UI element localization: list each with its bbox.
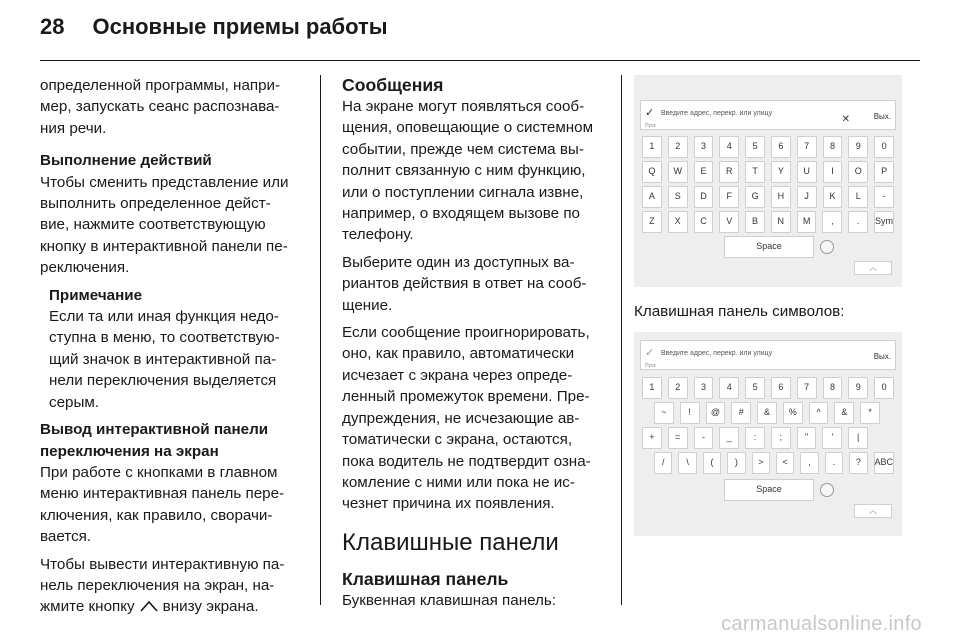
note-title: Примечание bbox=[49, 286, 143, 304]
key: E bbox=[694, 161, 714, 183]
key: \ bbox=[678, 452, 696, 474]
column-divider-1 bbox=[320, 75, 321, 605]
key: ! bbox=[680, 402, 700, 424]
key: , bbox=[800, 452, 818, 474]
checkmark-icon: ✓ bbox=[645, 347, 655, 359]
key: N bbox=[771, 211, 791, 233]
key: 8 bbox=[823, 377, 843, 399]
page-number: 28 bbox=[40, 14, 65, 39]
key: D bbox=[694, 186, 714, 208]
key-row-symbols-2 bbox=[642, 427, 868, 449]
column-middle bbox=[342, 75, 604, 611]
paragraph-messages: На экране могут появляться сооб- щения, оповещающие о системном событии, прежде чем система вы- полнит связанную с ним функцию, или о поступлении сигнала извне, например, о входящем вызове по телефону. bbox=[342, 98, 594, 244]
key: Z bbox=[642, 211, 662, 233]
key: H bbox=[771, 186, 791, 208]
page-header bbox=[40, 14, 388, 48]
key: = bbox=[668, 427, 688, 449]
key: @ bbox=[706, 402, 726, 424]
key: X bbox=[668, 211, 688, 233]
key: T bbox=[745, 161, 765, 183]
key: & bbox=[757, 402, 777, 424]
key: * bbox=[860, 402, 880, 424]
chevron-up-icon: ︿ bbox=[854, 261, 892, 275]
key: + bbox=[642, 427, 662, 449]
key: , bbox=[822, 211, 842, 233]
key: U bbox=[797, 161, 817, 183]
watermark: carmanualsonline.info bbox=[721, 613, 922, 635]
key: 9 bbox=[848, 377, 868, 399]
key: > bbox=[752, 452, 770, 474]
key: 0 bbox=[874, 377, 894, 399]
key: 3 bbox=[694, 377, 714, 399]
key: 6 bbox=[771, 377, 791, 399]
page-title: Основные приемы работы bbox=[92, 14, 388, 39]
space-key: Space bbox=[724, 479, 814, 501]
key: & bbox=[834, 402, 854, 424]
key: 1 bbox=[642, 377, 662, 399]
key: / bbox=[654, 452, 672, 474]
key: Sym bbox=[874, 211, 894, 233]
key: I bbox=[823, 161, 843, 183]
note-text: Если та или иная функция недо- ступна в меню, то соответствую- щий значок в интерактивной па- нели переключения выделяется серым. bbox=[49, 308, 280, 411]
key: 9 bbox=[848, 136, 868, 158]
key: F bbox=[719, 186, 739, 208]
key: 4 bbox=[719, 377, 739, 399]
key-row-symbols-1 bbox=[654, 402, 880, 424]
key: B bbox=[745, 211, 765, 233]
show-panel-text-a: Чтобы вывести интерактивную па- нель переключения на экран, на- жмите кнопку bbox=[40, 555, 285, 616]
key: M bbox=[797, 211, 817, 233]
letter-keyboard-image bbox=[634, 75, 902, 287]
key: 4 bbox=[719, 136, 739, 158]
key: ABC bbox=[874, 452, 895, 474]
key: - bbox=[874, 186, 894, 208]
key: ~ bbox=[654, 402, 674, 424]
key-row-numbers bbox=[642, 136, 894, 158]
key-row-asdf bbox=[642, 186, 894, 208]
key: 2 bbox=[668, 377, 688, 399]
key: < bbox=[776, 452, 794, 474]
key: 3 bbox=[694, 136, 714, 158]
address-subtext: Пуск bbox=[645, 363, 656, 369]
key: | bbox=[848, 427, 868, 449]
heading-messages: Сообщения bbox=[342, 75, 444, 95]
key: 8 bbox=[823, 136, 843, 158]
paragraph-intro: определенной программы, напри- мер, запускать сеанс распознава- ния речи. bbox=[40, 77, 281, 137]
caption-symbols: Клавишная панель символов: bbox=[634, 303, 845, 320]
key: V bbox=[719, 211, 739, 233]
key: R bbox=[719, 161, 739, 183]
key: 5 bbox=[745, 136, 765, 158]
chevron-up-icon: ︿ bbox=[854, 504, 892, 518]
key: ^ bbox=[809, 402, 829, 424]
heading-actions: Выполнение действий bbox=[40, 152, 212, 170]
paragraph-output: При работе с кнопками в главном меню интерактивная панель пере- ключения, как правило, сворачи- вается. bbox=[40, 463, 285, 546]
paragraph-choose: Выберите один из доступных ва- риантов действия в ответ на сооб- щение. bbox=[342, 253, 587, 314]
key: P bbox=[874, 161, 894, 183]
key: Y bbox=[771, 161, 791, 183]
key: ( bbox=[703, 452, 721, 474]
column-left bbox=[40, 75, 302, 618]
key-row-zxcv bbox=[642, 211, 894, 233]
key: - bbox=[694, 427, 714, 449]
key: 5 bbox=[745, 377, 765, 399]
key: O bbox=[848, 161, 868, 183]
key: : bbox=[745, 427, 765, 449]
key: 2 bbox=[668, 136, 688, 158]
exit-button: Вых. bbox=[873, 112, 891, 121]
key-row-symbols-3 bbox=[654, 452, 894, 474]
key-row-numbers bbox=[642, 377, 894, 399]
paragraph-letter-keypad: Буквенная клавишная панель: bbox=[342, 591, 557, 609]
address-placeholder: Введите адрес, перекр. или улицу bbox=[661, 350, 773, 357]
key: 7 bbox=[797, 377, 817, 399]
address-placeholder: Введите адрес, перекр. или улицу bbox=[661, 110, 773, 117]
settings-icon bbox=[820, 483, 834, 497]
paragraph-ignore: Если сообщение проигнорировать, оно, как правило, автоматически исчезает с экрана через опреде- ленный промежуток времени. Пре- дупреждения, не исчезающие ав- томатически с экрана, остаются, пока водитель не подтвердит озна- комление с ними или пока не ис- чезнет причина их появления. bbox=[342, 324, 591, 513]
key: _ bbox=[719, 427, 739, 449]
key-row-qwerty bbox=[642, 161, 894, 183]
chevron-up-icon bbox=[138, 599, 160, 613]
key: ) bbox=[727, 452, 745, 474]
key: . bbox=[848, 211, 868, 233]
key: J bbox=[797, 186, 817, 208]
key: S bbox=[668, 186, 688, 208]
exit-button: Вых. bbox=[873, 352, 891, 361]
column-right bbox=[634, 75, 908, 536]
address-bar bbox=[640, 100, 896, 130]
key: ; bbox=[771, 427, 791, 449]
header-rule bbox=[40, 60, 920, 61]
key: ? bbox=[849, 452, 867, 474]
checkmark-icon: ✓ bbox=[645, 107, 655, 119]
key: ' bbox=[822, 427, 842, 449]
paragraph-actions: Чтобы сменить представление или выполнить определенное дейст- вие, нажмите соответствующую кнопку в интерактивной панели пе- реключения. bbox=[40, 173, 289, 277]
key: W bbox=[668, 161, 688, 183]
key: . bbox=[825, 452, 843, 474]
key: L bbox=[848, 186, 868, 208]
key: 7 bbox=[797, 136, 817, 158]
key: % bbox=[783, 402, 803, 424]
key: A bbox=[642, 186, 662, 208]
key: 6 bbox=[771, 136, 791, 158]
heading-keypads: Клавишные панели bbox=[342, 528, 559, 556]
symbol-keyboard-image bbox=[634, 332, 902, 536]
show-panel-text-b: внизу экрана. bbox=[162, 598, 259, 616]
key: 1 bbox=[642, 136, 662, 158]
key: # bbox=[731, 402, 751, 424]
key: " bbox=[797, 427, 817, 449]
key: 0 bbox=[874, 136, 894, 158]
column-divider-2 bbox=[621, 75, 622, 605]
key: C bbox=[694, 211, 714, 233]
key: G bbox=[745, 186, 765, 208]
note-block bbox=[40, 285, 302, 413]
heading-output: Вывод интерактивной панели переключения на экран bbox=[40, 421, 269, 460]
heading-keypad: Клавишная панель bbox=[342, 568, 509, 589]
address-subtext: Пуск bbox=[645, 123, 656, 129]
paragraph-show-panel bbox=[40, 554, 302, 618]
settings-icon bbox=[820, 240, 834, 254]
clear-icon: ✕ bbox=[841, 114, 850, 125]
space-key: Space bbox=[724, 236, 814, 258]
address-bar bbox=[640, 340, 896, 370]
key: Q bbox=[642, 161, 662, 183]
key: K bbox=[823, 186, 843, 208]
